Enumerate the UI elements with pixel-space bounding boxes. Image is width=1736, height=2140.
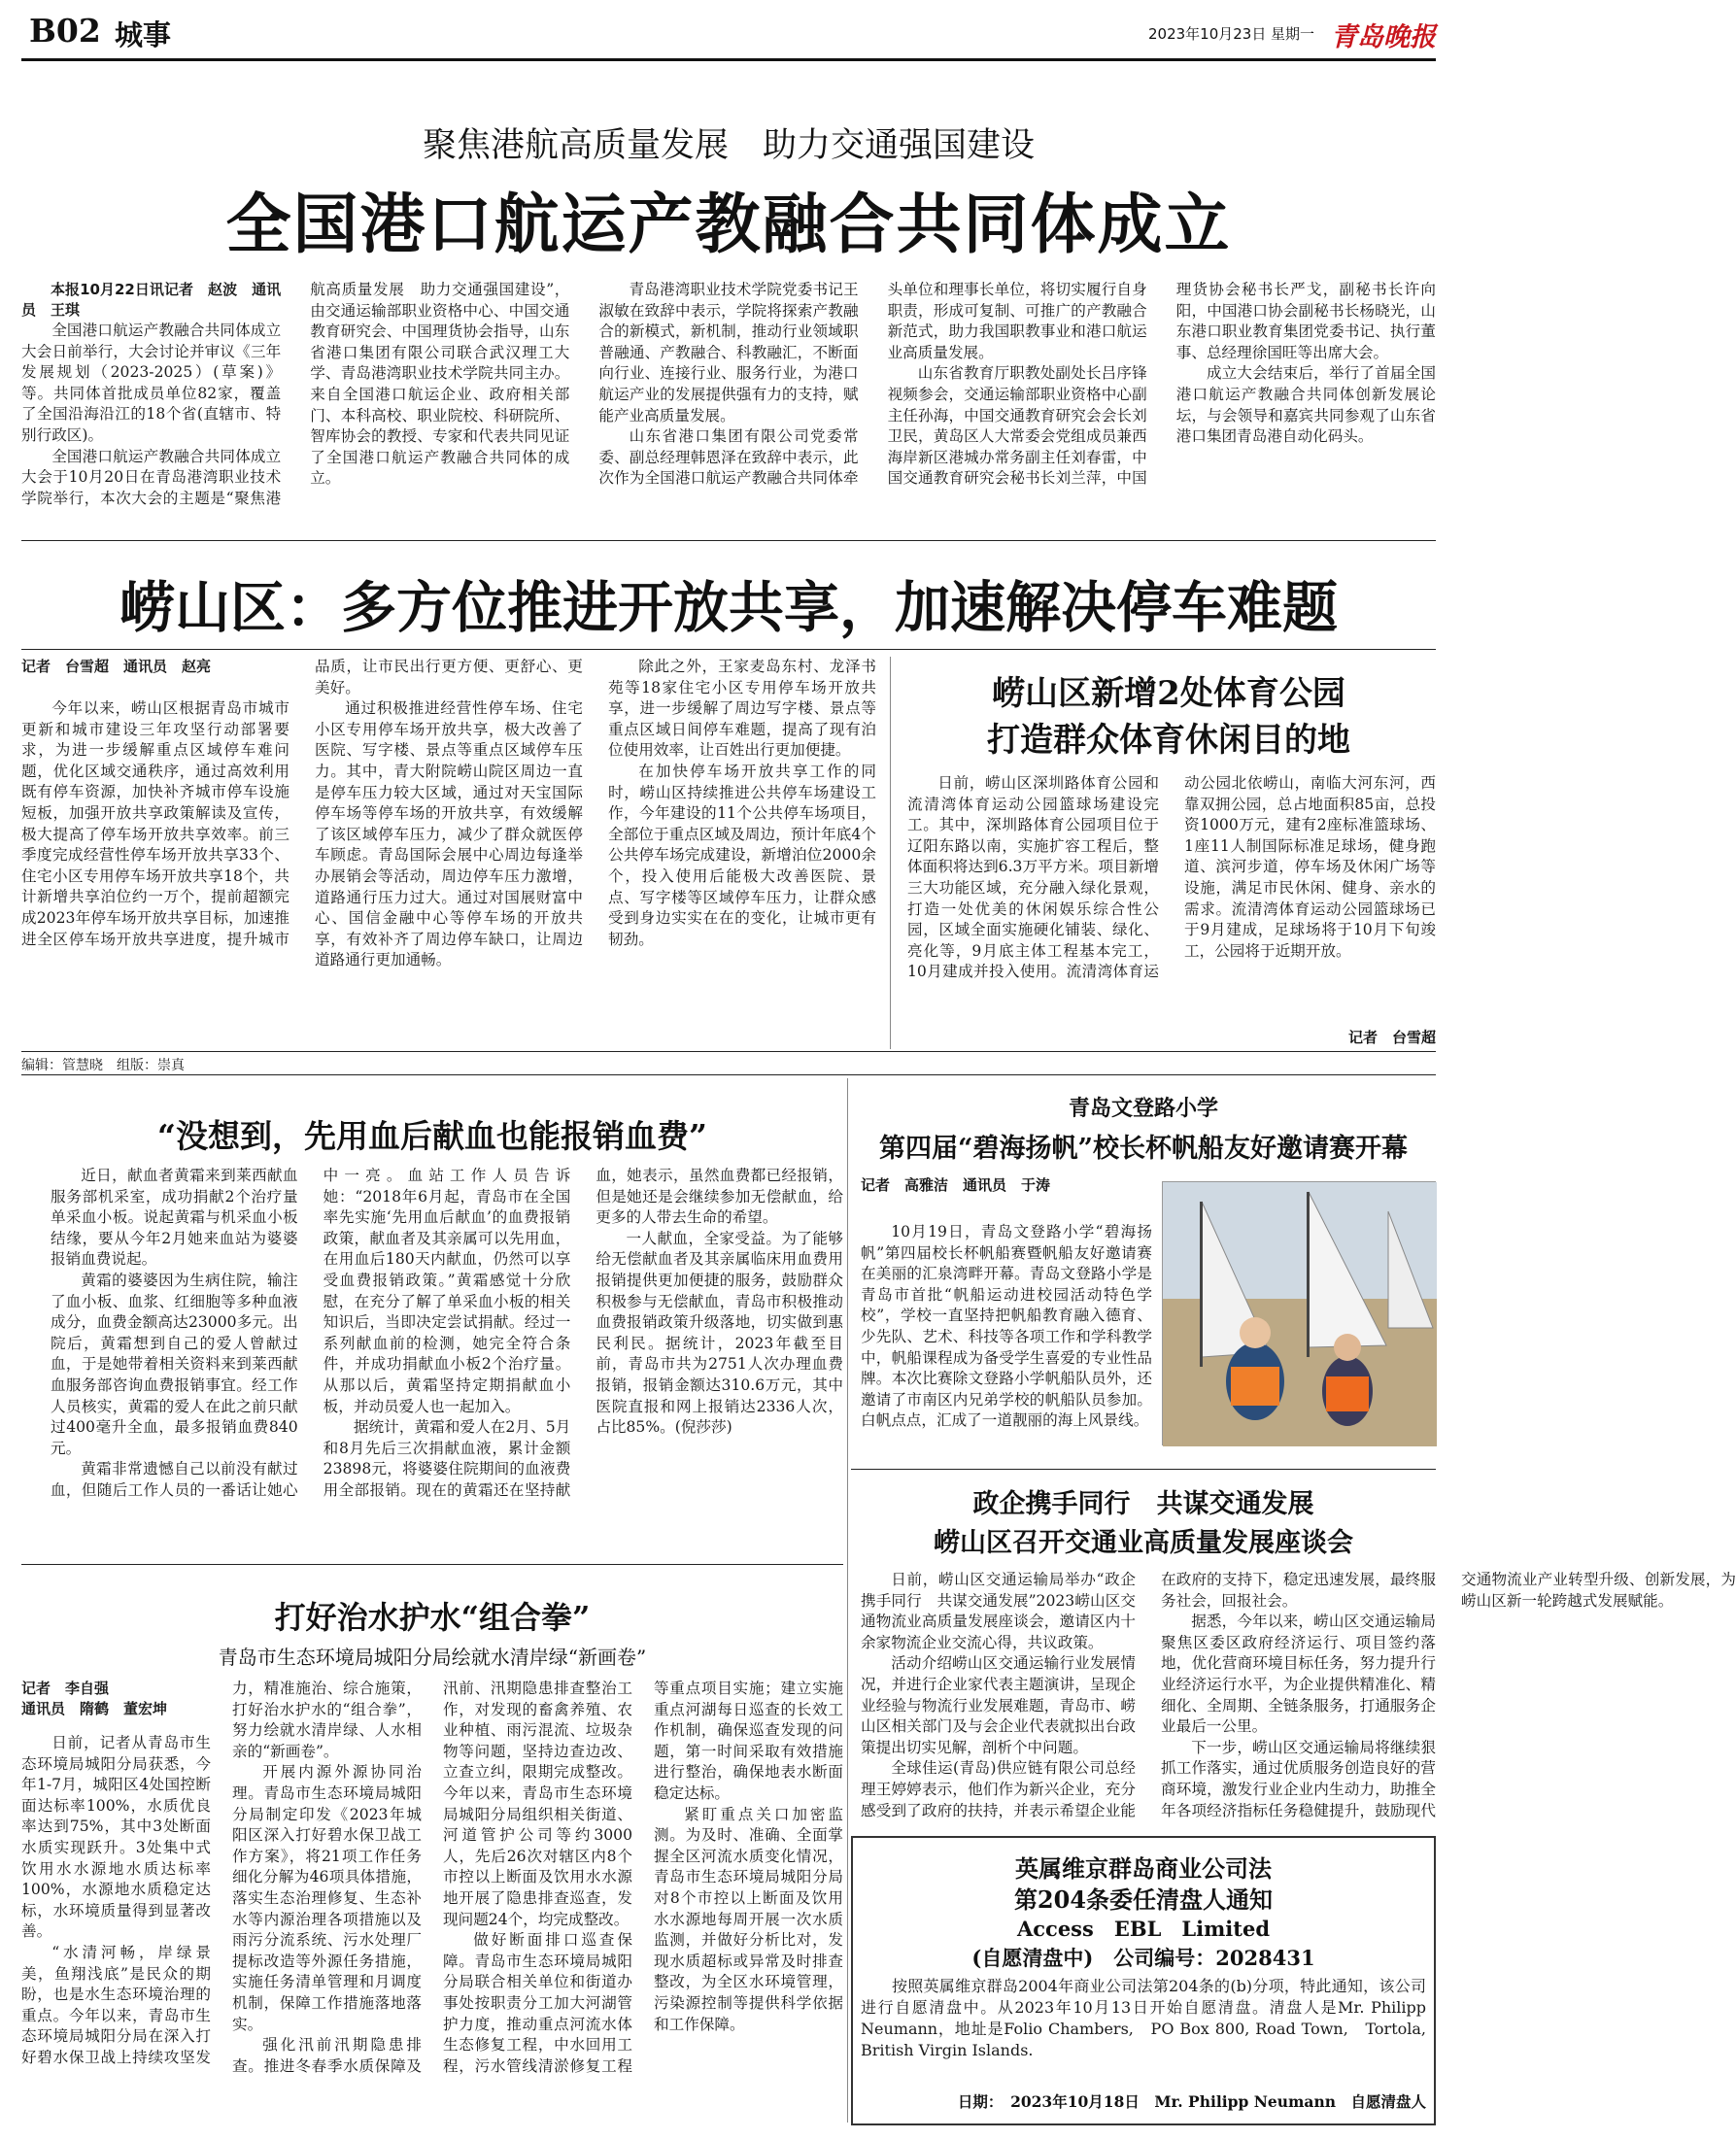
divider [21, 649, 1436, 650]
column-rule [890, 657, 891, 1049]
story6-body [21, 1679, 843, 2125]
story3-paragraph: 日前，崂山区深圳路体育公园和流清湾体育运动公园篮球场建设完工。其中，深圳路体育公园项目位于辽阳东路以南，实施扩容工程后，整体面积将达到6.3万平方米。项目新增三大功能区域，充分融入绿化景观，打造一处优美的休闲娱乐综合性公园，区域全面实施硬化铺装、绿化、亮化等，9月底主体工程基本完工，10月建成并投入使用。流清湾体育运动公园北依崂山，南临大河东河，西靠双拥公园，总占地面积85亩，总投资1000万元，建有2座标准篮球场、1座11人制国际标准足球场，健身跑道、滨河步道，停车场及休闲广场等设施，满足市民休闲、健身、亲水的需求。流清湾体育运动公园篮球场已于9月建成，足球场将于10月下旬竣工，公园将于近期开放。 [907, 774, 1436, 981]
story5-body [861, 1222, 1152, 1447]
story5-paragraph: 10月19日，青岛文登路小学“碧海扬帆”第四届校长杯帆船赛暨帆船友好邀请赛在美丽的汇泉湾畔开幕。青岛文登路小学是青岛市首批“帆船运动进校园活动特色学校”，学校一直坚持把帆船教育融入德育、少先队、艺术、科技等各项工作和学科教学中，帆船课程成为备受学生喜爱的专业性品牌。本次比赛除文登路小学帆船队员外，还邀请了市南区内兄弟学校的帆船队员参加。白帆点点，汇成了一道靓丽的海上风景线。 [861, 1223, 1152, 1430]
story1-paragraph: 成立大会结束后，举行了首届全国港口航运产教融合共同体创新发展论坛，与会领导和嘉宾共同参观了山东省港口集团青岛港自动化码头。 [1175, 364, 1436, 446]
story6-byline1: 记者 李自强 [21, 1680, 110, 1697]
story1-paragraph: 全国港口航运产教融合共同体成立大会于10月20日在青岛港湾职业技术学院举行，本次大会的主题是“聚焦港航高质量发展 助力交通强国建设”，由交通运输部职业资格中心、中国交通教育研究会、中国理货协会指导，山东省港口集团有限公司联合武汉理工大学、青岛港湾职业技术学院共同主办。来自全国港口航运企业、政府相关部门、本科高校、职业院校、科研院所、智库协会的教授、专家和代表共同见证了全国港口航运产教融合共同体的成立。 [21, 281, 570, 507]
story7-paragraph: 下一步，崂山区交通运输局将继续狠抓工作落实，通过优质服务创造良好的营商环境，激发行业企业内生动力，助推全年各项经济指标任务稳健提升，鼓励现代交通物流业产业转型升级、创新发展，为崂山区新一轮跨越式发展赋能。 [1161, 1571, 1736, 1819]
story7-kicker: 政企携手同行 共谋交通发展 [972, 1489, 1314, 1519]
story4-paragraph: 黄霜的婆婆因为生病住院，输注了血小板、血浆、红细胞等多种血液成分，血费金额高达23000多元。出院后，黄霜想到自己的爱人曾献过血，于是她带着相关资料来到莱西献血服务部咨询血费报销事宜。经工作人员核实，黄霜的爱人在此之前只献过400毫升全血，最多报销血费840元。 [51, 1271, 298, 1457]
column-rule [847, 1078, 848, 2123]
story5-byline: 记者 高雅洁 通讯员 于涛 [861, 1176, 1051, 1194]
story6-paragraph: “水清河畅，岸绿景美，鱼翔浅底”是民众的期盼，也是水生态环境治理的重点。今年以来，青岛市生态环境局城阳分局在深入打好碧水保卫战上持续攻坚发力，精准施治、综合施策，打好治水护水的“组合拳”，努力绘就水清岸绿、人水相亲的“新画卷”。 [21, 1680, 422, 2066]
story6-headline: 打好治水护水“组合拳” [274, 1599, 591, 1636]
story1-kicker: 聚焦港航高质量发展 助力交通强国建设 [422, 126, 1035, 165]
story6-paragraph: 紧盯重点关口加密监测。为及时、准确、全面掌握全区河流水质变化情况，青岛市生态环境局城阳分局对8个市控以上断面及饮用水水源地每周开展一次水质监测，并做好分析比对，发现水质超标或异常及时排查整改，为全区水环境管理，污染源控制等提供科学依据和工作保障。 [654, 1805, 843, 2033]
story1-body [21, 280, 1436, 521]
story1-headline: 全国港口航运产教融合共同体成立 [225, 186, 1232, 262]
story7-paragraph: 据悉，今年以来，崂山区交通运输局聚焦区委区政府经济运行、项目签约落地，优化营商环境目标任务，努力提升行业经济运行水平，为企业提供精准化、精细化、全周期、全链条服务，打通服务企业最后一公里。 [1161, 1613, 1436, 1736]
story6-paragraph: 做好断面排口巡查保障。青岛市生态环境局城阳分局联合相关单位和街道办事处按职责分工加大河湖管护力度，推动重点河流水体生态修复工程，中水回用工程，污水管线清淤修复工程等重点项目实施；建立实施重点河湖每日巡查的长效工作机制，确保巡查发现的问题，第一时间采取有效措施进行整治，确保地表水断面稳定达标。 [443, 1680, 843, 2075]
page-header [21, 10, 1436, 56]
story4-paragraph: 黄霜非常遗憾自己以前没有献过血，但随后工作人员的一番话让她心中一亮。血站工作人员告诉她：“2018年6月起，青岛市在全国率先实施‘先用血后献血’的血费报销政策，献血者及其亲属可以先用血，在用血后180天内献血，仍然可以享受血费报销政策。”黄霜感觉十分欣慰，在充分了解了单采血小板的相关知识后，当即决定尝试捐献。经过一系列献血前的检测，她完全符合条件，并成功捐献血小板2个治疗量。从那以后，黄霜坚持定期捐献血小板，并动员爱人也一起加入。 [51, 1167, 571, 1499]
story1-paragraph: 青岛港湾职业技术学院党委书记王淑敏在致辞中表示，学院将探索产教融合的新模式，新机制，推动行业领域职普融通、产教融合、科教融汇，不断面向行业、连接行业、服务行业，为港口航运产业的发展提供强有力的支持，赋能产业高质量发展。 [598, 281, 859, 425]
story1-lead: 本报10月22日讯记者 赵波 通讯员 王琪 [21, 281, 282, 319]
story2-headline: 崂山区：多方位推进开放共享，加速解决停车难题 [119, 575, 1338, 640]
divider [21, 1051, 1436, 1052]
divider [851, 1469, 1436, 1470]
story7-body [861, 1570, 1736, 1822]
section-name: 城事 [115, 18, 172, 51]
story5-kicker: 青岛文登路小学 [1068, 1096, 1218, 1121]
story2-paragraph: 通过积极推进经营性停车场、住宅小区专用停车场开放共享，极大改善了医院、写字楼、景点等重点区域停车压力。其中，青大附院崂山院区周边一直是停车压力较大区域，通过对天宝国际停车场等停车场的开放共享，有效缓解了该区域停车压力，减少了群众就医停车顾虑。青岛国际会展中心周边每逢举办展销会等活动，周边停车压力激增，道路通行压力过大。通过对国展财富中心、国信金融中心等停车场的开放共享，有效补齐了周边停车缺口，让周边道路通行更加通畅。 [315, 699, 583, 969]
story3-byline: 记者 台雪超 [1347, 1029, 1436, 1046]
story7-paragraph: 活动介绍崂山区交通运输行业发展情况，并进行企业家代表主题演讲，呈现企业经验与物流行业发展难题，青岛市、崂山区相关部门及与会企业代表就拟出台政策提出切实见解，剖析个中问题。 [861, 1654, 1136, 1756]
divider [21, 1564, 843, 1565]
story2-byline: 记者 台雪超 通讯员 赵亮 [21, 658, 212, 675]
divider [21, 540, 1436, 541]
story3-headline-line1: 崂山区新增2处体育公园 [992, 674, 1345, 713]
notice-body [861, 1976, 1443, 2085]
story1-paragraph: 全国港口航运产教融合共同体成立大会日前举行，大会讨论并审议《三年发展规划（2023-2025）(草案)》等。共同体首批成员单位82家，覆盖了全国沿海沿江的18个省(直辖市、特别行政区)。 [21, 322, 282, 444]
story4-paragraph: 近日，献血者黄霜来到莱西献血服务部机采室，成功捐献2个治疗量单采血小板。说起黄霜与机采血小板结缘，要从今年2月她来血站为婆婆报销血费说起。 [51, 1167, 298, 1269]
story6-byline2: 通讯员 隋鹤 董宏坤 [21, 1700, 168, 1717]
page-code: B02 [29, 12, 101, 50]
paper-logo: 青岛晚报 [1331, 22, 1436, 52]
editor-line: 编辑：管慧晓 组版：崇真 [21, 1058, 185, 1073]
notice-title-line2: 第204条委任清盘人通知 [1013, 1885, 1274, 1914]
story2-paragraph: 在加快停车场开放共享工作的同时，崂山区持续推进公共停车场建设工作，今年建设的11个公共停车场项目，全部位于重点区域及周边，预计年底4个公共停车场完成建设，新增泊位2000余个，投入使用后能极大改善医院、景点、写字楼等区域停车压力，让群众感受到身边实实在在的变化，让城市更有韧劲。 [608, 762, 876, 948]
notice-footer: 日期： 2023年10月18日 Mr. Philipp Neumann 自愿清盘人 [957, 2092, 1426, 2111]
story1-paragraph: 山东省港口集团有限公司党委常委、副总经理韩恩泽在致辞中表示，此次作为全国港口航运产教融合共同体牵头单位和理事长单位，将切实履行自身职责，形成可复制、可推广的产教融合新范式，助力我国职教事业和港口航运业高质量发展。 [598, 281, 1147, 488]
story7-headline: 崂山区召开交通业高质量发展座谈会 [934, 1528, 1353, 1558]
story6-paragraph: 开展内源外源协同治理。青岛市生态环境局城阳分局制定印发《2023年城阳区深入打好碧水保卫战工作方案》，将21项工作任务细化分解为46项具体措施，落实生态治理修复、生态补水等内源治理各项措施以及雨污分流系统、污水处理厂提标改造等外源任务措施，实施任务清单管理和月调度机制，保障工作措施落地落实。 [232, 1763, 422, 2033]
notice-title-line1: 英属维京群岛商业公司法 [1015, 1854, 1272, 1883]
notice-company-line: (自愿清盘中) 公司编号：2028431 [971, 1946, 1315, 1970]
story2-body [21, 657, 876, 1049]
story2-paragraph: 今年以来，崂山区根据青岛市城市更新和城市建设三年攻坚行动部署要求，为进一步缓解重点区域停车难问题，优化区域交通秩序，通过高效利用既有停车资源，加快补齐城市停车设施短板，加强开放共享政策解读及宣传，极大提高了停车场开放共享效率。前三季度完成经营性停车场开放共享33个、住宅小区专用停车场开放共享18个，共计新增共享泊位约一万个，提前超额完成2023年停车场开放共享目标，加速推进全区停车场开放共享进度，提升城市品质，让市民出行更方便、更舒心、更美好。 [21, 658, 583, 948]
divider [21, 1074, 1436, 1075]
story4-paragraph: 据统计，黄霜和爱人在2月、5月和8月先后三次捐献血液，累计金额23898元，将婆婆住院期间的血液费用全部报销。现在的黄霜还在坚持献血，她表示，虽然血费都已经报销，但是她还是会继续参加无偿献血，给更多的人带去生命的希望。 [323, 1167, 843, 1499]
sailing-photo [1162, 1181, 1436, 1445]
sailing-photo-illustration [1163, 1182, 1437, 1446]
story1-paragraph: 山东省教育厅职教处副处长吕序锋视频参会，交通运输部职业资格中心副主任孙海，中国交通教育研究会会长刘卫民，黄岛区人大常委会党组成员兼西海岸新区港城办常务副主任刘春雷，中国交通教育研究会秘书长刘兰萍，中国理货协会秘书长严戈，副秘书长许向阳，中国港口协会副秘书长杨晓光，山东港口职业教育集团党委书记、执行董事、总经理徐国旺等出席大会。 [887, 281, 1436, 488]
story3-headline-line2: 打造群众体育休闲目的地 [987, 721, 1350, 760]
issue-date: 2023年10月23日 [1148, 25, 1267, 43]
notice-paragraph: 按照英属维京群岛2004年商业公司法第204条的(b)分项，特此通知，该公司进行自愿清盘中。从2023年10月13日开始自愿清盘。清盘人是Mr. Philipp Neumann，地址是Folio Chambers, PO Box 800, Road Town, Tortola, British Virgin Islands. [861, 1977, 1443, 2059]
story4-paragraph: 一人献血，全家受益。为了能够给无偿献血者及其亲属临床用血费用报销提供更加便捷的服务，鼓励群众积极参与无偿献血，青岛市积极推动血费报销政策升级落地，切实做到惠民利民。据统计，2023年截至目前，青岛市共为2751人次办理血费报销，报销金额达310.6万元，其中医院直报和网上报销达2336人次，占比85%。(倪莎莎) [596, 1229, 843, 1437]
story7-paragraph: 全球佳运(青岛)供应链有限公司总经理王婷婷表示，他们作为新兴企业，充分感受到了政府的扶持，并表示希望企业能在政府的支持下，稳定迅速发展，最终服务社会，回报社会。 [861, 1571, 1436, 1819]
story2-paragraph: 除此之外，王家麦岛东村、龙泽书苑等18家住宅小区专用停车场开放共享，进一步缓解了周边写字楼、景点等重点区域日间停车难题，提高了现有泊位使用效率，让百姓出行更加便捷。 [608, 658, 876, 760]
notice-company-en: Access EBL Limited [1016, 1917, 1271, 1941]
story4-headline: “没想到，先用血后献血也能报销血费” [157, 1117, 707, 1155]
story3-body [907, 773, 1436, 1028]
story5-headline: 第四届“碧海扬帆”校长杯帆船友好邀请赛开幕 [878, 1134, 1409, 1164]
story7-paragraph: 日前，崂山区交通运输局举办“政企携手同行 共谋交通发展”2023崂山区交通物流业高质量发展座谈会，邀请区内十余家物流企业交流心得，共议政策。 [861, 1571, 1136, 1651]
story6-subhead: 青岛市生态环境局城阳分局绘就水清岸绿“新画卷” [218, 1646, 647, 1669]
story6-paragraph: 日前，记者从青岛市生态环境局城阳分局获悉，今年1-7月，城阳区4处国控断面达标率100%，水质优良率达到75%，其中3处断面水质实现跃升。3处集中式饮用水水源地水质达标率100%，水源地水质稳定达标，水环境质量得到显著改善。 [21, 1734, 211, 1941]
issue-weekday: 星期一 [1271, 25, 1315, 43]
story6-paragraph: 强化汛前汛期隐患排查。推进冬春季水质保障及汛前、汛期隐患排查整治工作，对发现的畜禽养殖、农业种植、雨污混流、垃圾杂物等问题，坚持边查边改、立查立纠，限期完成整改。今年以来，青岛市生态环境局城阳分局组织相关街道、河道管护公司等约3000人，先后26次对辖区内8个市控以上断面及饮用水水源地开展了隐患排查巡查，发现问题24个，均完成整改。 [232, 1680, 632, 2075]
story4-body [51, 1166, 843, 1543]
header-rule [21, 58, 1436, 61]
